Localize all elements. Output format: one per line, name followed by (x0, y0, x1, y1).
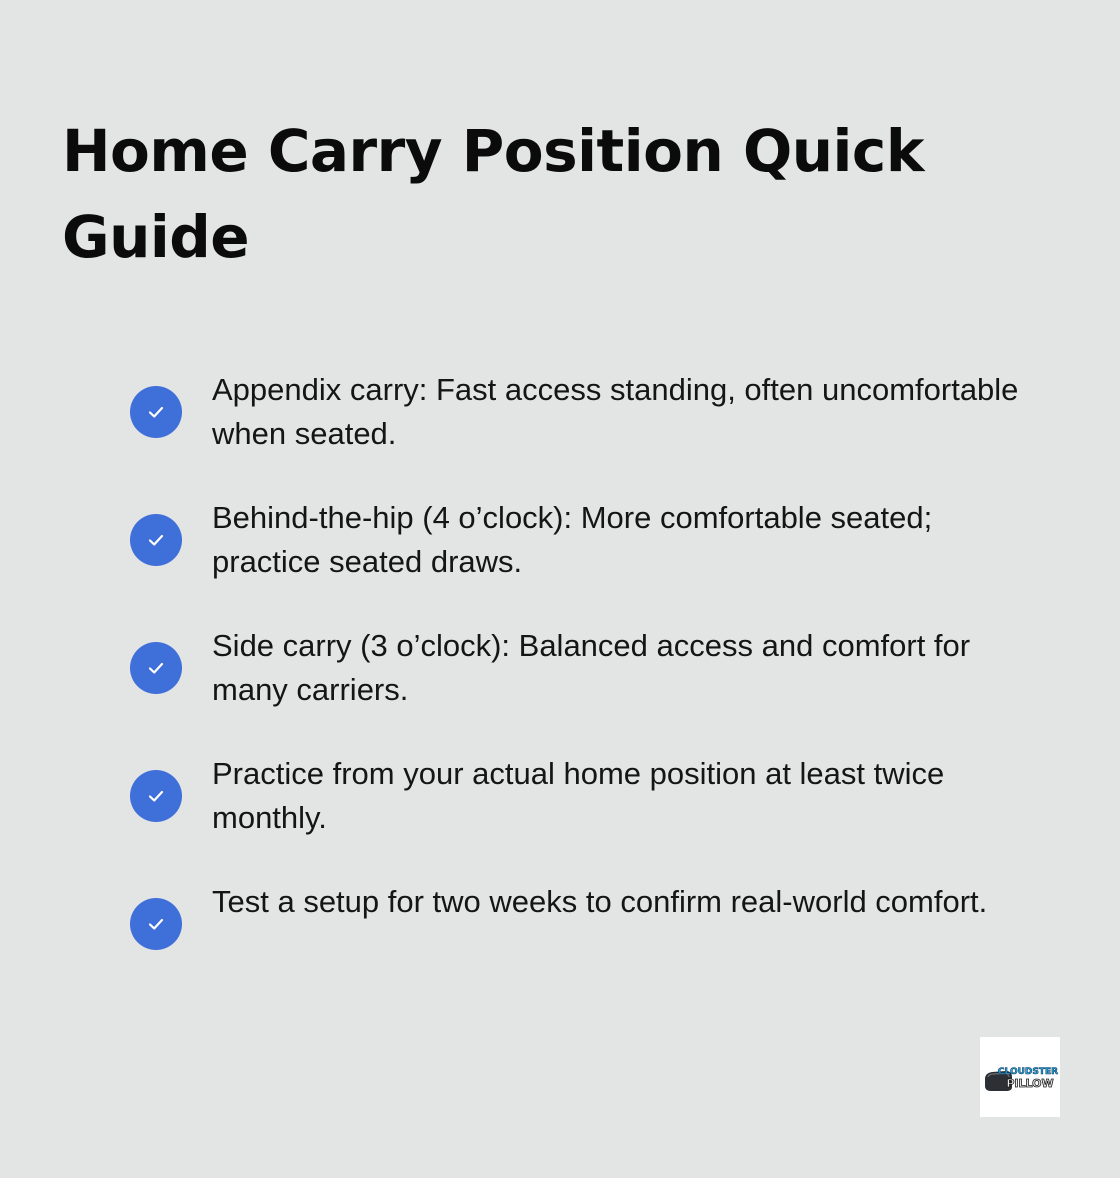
list-item (130, 880, 1030, 1008)
check-circle-icon (130, 386, 182, 438)
checklist (130, 368, 1030, 1008)
check-circle-icon (130, 642, 182, 694)
list-item-text: Test a setup for two weeks to confirm real-world comfort. (212, 884, 988, 919)
list-item (130, 496, 1030, 624)
list-item-text: Practice from your actual home position at least twice monthly. (212, 756, 945, 835)
logo-text-line1: CLOUDSTER (997, 1067, 1058, 1077)
page-title: Home Carry Position Quick Guide (62, 117, 924, 271)
check-circle-icon (130, 514, 182, 566)
list-item-text: Side carry (3 o’clock): Balanced access and comfort for many carriers. (212, 628, 971, 707)
list-item (130, 752, 1030, 880)
brand-logo (980, 1037, 1060, 1117)
list-item (130, 624, 1030, 752)
logo-text-line2: PILLOW (1006, 1077, 1054, 1090)
check-circle-icon (130, 770, 182, 822)
check-circle-icon (130, 898, 182, 950)
list-item-text: Appendix carry: Fast access standing, often uncomfortable when seated. (212, 372, 1019, 451)
list-item (130, 368, 1030, 496)
list-item-text: Behind-the-hip (4 o’clock): More comfortable seated; practice seated draws. (212, 500, 933, 579)
